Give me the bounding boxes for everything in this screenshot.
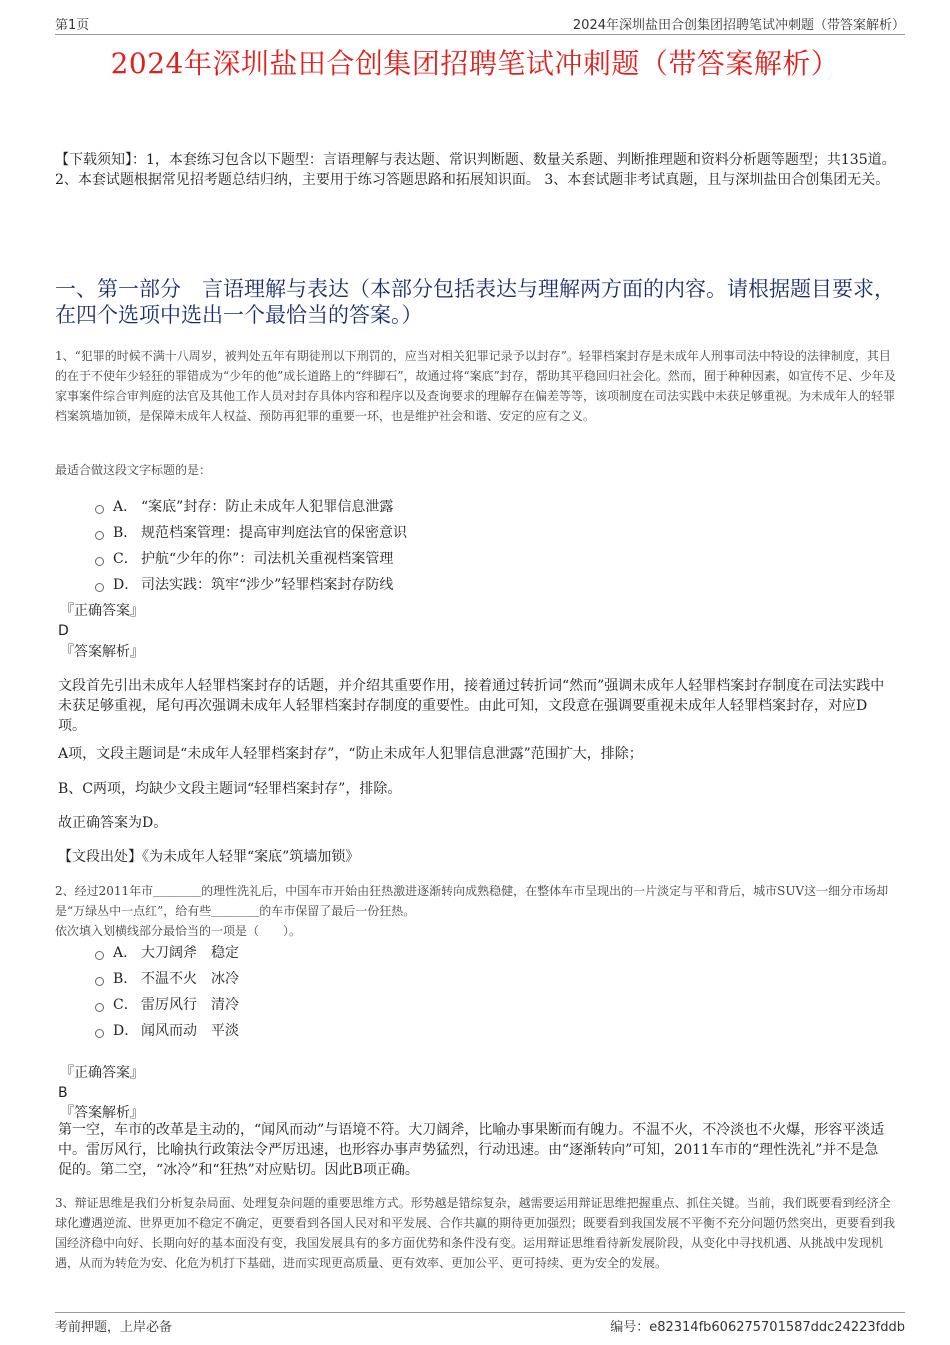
q1-analysis-p2: A项，文段主题词是“未成年人轻罪档案封存”，“防止未成年人犯罪信息泄露”范围扩大，排除；	[58, 746, 643, 762]
page-number: 第1页	[55, 18, 90, 33]
q1-answer: D	[58, 623, 69, 639]
q1-analysis-label: 『答案解析』	[60, 644, 144, 660]
q1-answer-label: 『正确答案』	[60, 603, 144, 619]
q1-option-d[interactable]: D． 司法实践：筑牢“涉少”轻罪档案封存防线	[95, 572, 795, 598]
q2-option-c[interactable]: C． 雷厉风行 清冷	[95, 992, 795, 1018]
header-doc-title: 2024年深圳盐田合创集团招聘笔试冲刺题（带答案解析）	[572, 18, 905, 33]
radio-icon[interactable]	[95, 531, 104, 540]
section-heading: 一、第一部分 言语理解与表达（本部分包括表达与理解两方面的内容。请根据题目要求，在四个选项中选出一个最恰当的答案。）	[55, 277, 895, 327]
q2-analysis-label: 『答案解析』	[60, 1105, 144, 1121]
footer-doc-id: 编号：e82314fb606275701587ddc24223fddb	[610, 1320, 905, 1335]
download-notice: 【下载须知】：1，本套练习包含以下题型：言语理解与表达题、常识判断题、数量关系题、判断推理题和资料分析题等题型；共135道。 2、本套试题根据常见招考题总结归纳，主要用于练习答题思路和拓展知识面。 3、本套试题非考试真题，且与深圳盐田合创集团无关。	[55, 152, 896, 188]
page-footer	[55, 1312, 905, 1333]
radio-icon[interactable]	[95, 505, 104, 514]
q1-option-a[interactable]: A． “案底”封存：防止未成年人犯罪信息泄露	[95, 494, 795, 520]
q1-option-b[interactable]: B． 规范档案管理：提高审判庭法官的保密意识	[95, 520, 795, 546]
footer-slogan: 考前押题，上岸必备	[55, 1320, 173, 1335]
radio-icon[interactable]	[95, 1029, 104, 1038]
radio-icon[interactable]	[95, 1003, 104, 1012]
q2-answer-label: 『正确答案』	[60, 1065, 144, 1081]
document-title: 2024年深圳盐田合创集团招聘笔试冲刺题（带答案解析）	[110, 47, 840, 80]
page-header	[55, 12, 905, 35]
q1-source: 【文段出处】《为未成年人轻罪“案底”筑墙加锁》	[58, 849, 360, 865]
q2-question: 依次填入划横线部分最恰当的一项是（ ）。	[55, 924, 302, 938]
q2-option-d[interactable]: D． 闻风而动 平淡	[95, 1018, 795, 1044]
q1-options	[95, 494, 795, 598]
q1-question: 最适合做这段文字标题的是：	[55, 463, 212, 477]
radio-icon[interactable]	[95, 951, 104, 960]
q2-answer: B	[58, 1085, 68, 1101]
q1-option-c[interactable]: C． 护航“少年的你”：司法机关重视档案管理	[95, 546, 795, 572]
q3-stem: 3、辩证思维是我们分析复杂局面、处理复杂问题的重要思维方式。形势越是错综复杂，越需要运用辩证思维把握重点、抓住关键。当前，我们既要看到经济全球化遭遇逆流、世界更加不稳定不确定，更要看到各国人民对和平发展、合作共赢的期待更加强烈；既要看到我国发展不平衡不充分问题仍然突出，更要看到我国经济稳中向好、长期向好的基本面没有变，我国发展具有的多方面优势和条件没有变。运用辩证思维看待新发展阶段，从变化中寻找机遇、从挑战中发现机遇，从而为转危为安、化危为机打下基础，进而实现更高质量、更有效率、更加公平、更可持续、更为安全的发展。	[55, 1196, 896, 1270]
q2-options	[95, 940, 795, 1044]
q2-option-a[interactable]: A． 大刀阔斧 稳定	[95, 940, 795, 966]
q2-option-b[interactable]: B． 不温不火 冰冷	[95, 966, 795, 992]
q2-analysis: 第一空，车市的改革是主动的，“闻风而动”与语境不符。大刀阔斧，比喻办事果断而有魄力。不温不火，不冷淡也不火爆，形容平淡适中。雷厉风行，比喻执行政策法令严厉迅速，也形容办事声势猛烈，行动迅速。由“逐渐转向”可知，2011车市的“理性洗礼”并不是急促的。第二空，“冰冷”和“狂热”对应贴切。因此B项正确。	[58, 1122, 885, 1178]
q2-stem: 2、经过2011年市＿＿＿＿的理性洗礼后，中国车市开始由狂热激进逐渐转向成熟稳健，在整体车市呈现出的一片淡定与平和背后，城市SUV这一细分市场却是“万绿丛中一点红”，给有些＿＿＿＿的车市保留了最后一份狂热。	[55, 884, 889, 918]
q1-stem: 1、“犯罪的时候不满十八周岁，被判处五年有期徒刑以下刑罚的，应当对相关犯罪记录予以封存”。轻罪档案封存是未成年人刑事司法中特设的法律制度，其目的在于不使年少轻狂的罪错成为“少年的他”成长道路上的“绊脚石”，故通过将“案底”封存，帮助其平稳回归社会化。然而，囿于种种因素，如宣传不足、少年及家事案件综合审判庭的法官及其他工作人员对封存具体内容和程序以及查询要求的理解存在偏差等等，该项制度在司法实践中未获足够重视。为未成年人的轻罪档案筑墙加锁，是保障未成年人权益、预防再犯罪的重要一环，也是维护社会和谐、安定的应有之义。	[55, 349, 896, 423]
q1-analysis-p4: 故正确答案为D。	[58, 815, 168, 831]
q1-analysis-p1: 文段首先引出未成年人轻罪档案封存的话题，并介绍其重要作用，接着通过转折词“然而”强调未成年人轻罪档案封存制度在司法实践中未获足够重视，尾句再次强调未成年人轻罪档案封存制度的重要性。由此可知，文段意在强调要重视未成年人轻罪档案封存，对应D项。	[58, 678, 885, 734]
radio-icon[interactable]	[95, 557, 104, 566]
q1-analysis-p3: B、C两项，均缺少文段主题词“轻罪档案封存”，排除。	[58, 781, 402, 797]
radio-icon[interactable]	[95, 583, 104, 592]
radio-icon[interactable]	[95, 977, 104, 986]
